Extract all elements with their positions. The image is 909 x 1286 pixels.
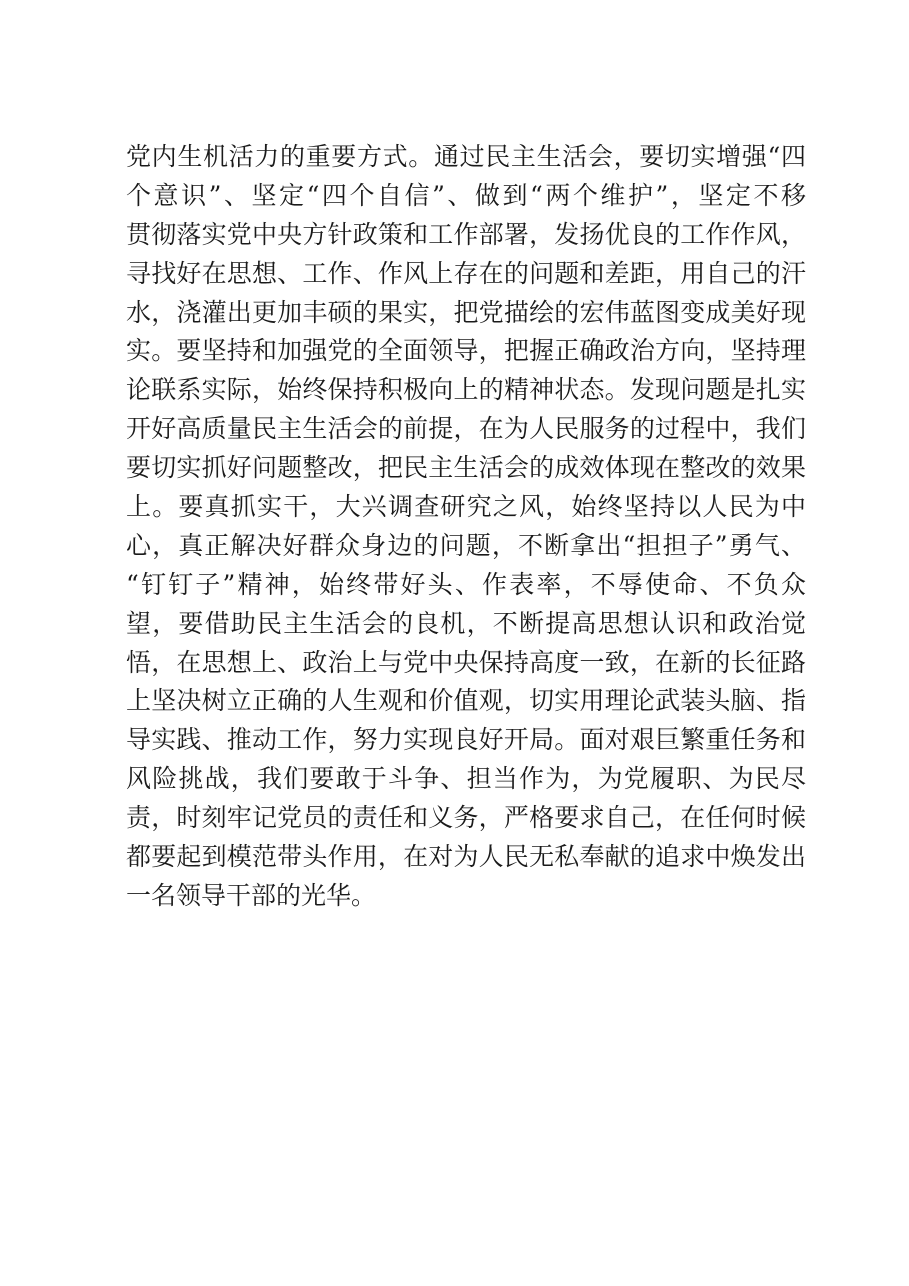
- text-line: 导实践、推动工作，努力实现良好开局。面对艰巨繁重任务和: [126, 725, 806, 755]
- text-line: 个意识”、坚定“四个自信”、做到“两个维护”，坚定不移: [126, 180, 806, 210]
- text-line: 一名领导干部的光华。: [126, 880, 377, 910]
- text-line: 论联系实际，始终保持积极向上的精神状态。发现问题是扎实: [126, 375, 806, 405]
- text-line: 心，真正解决好群众身边的问题，不断拿出“担担子”勇气、: [126, 530, 806, 560]
- text-line: “钉钉子”精神，始终带好头、作表率，不辱使命、不负众: [126, 569, 806, 599]
- text-line: 开好高质量民主生活会的前提，在为人民服务的过程中，我们: [126, 414, 806, 444]
- text-line: 悟，在思想上、政治上与党中央保持高度一致，在新的长征路: [126, 647, 806, 677]
- text-line: 责，时刻牢记党员的责任和义务，严格要求自己，在任何时候: [126, 803, 806, 833]
- text-line: 贯彻落实党中央方针政策和工作部署，发扬优良的工作作风，: [126, 219, 806, 249]
- text-line: 要切实抓好问题整改，把民主生活会的成效体现在整改的效果: [126, 453, 806, 483]
- text-line: 望，要借助民主生活会的良机，不断提高思想认识和政治觉: [126, 608, 806, 638]
- text-line: 风险挑战，我们要敢于斗争、担当作为，为党履职、为民尽: [126, 764, 806, 794]
- text-line: 水，浇灌出更加丰硕的果实，把党描绘的宏伟蓝图变成美好现: [126, 297, 806, 327]
- text-line: 上。要真抓实干，大兴调查研究之风，始终坚持以人民为中: [126, 492, 806, 522]
- text-line: 都要起到模范带头作用，在对为人民无私奉献的追求中焕发出: [126, 842, 806, 872]
- text-line: 寻找好在思想、工作、作风上存在的问题和差距，用自己的汗: [126, 258, 806, 288]
- body-paragraph: [126, 138, 806, 916]
- text-line: 党内生机活力的重要方式。通过民主生活会，要切实增强“四: [126, 142, 806, 171]
- text-line: 上坚决树立正确的人生观和价值观，切实用理论武装头脑、指: [126, 686, 806, 716]
- text-line: 实。要坚持和加强党的全面领导，把握正确政治方向，坚持理: [126, 336, 806, 366]
